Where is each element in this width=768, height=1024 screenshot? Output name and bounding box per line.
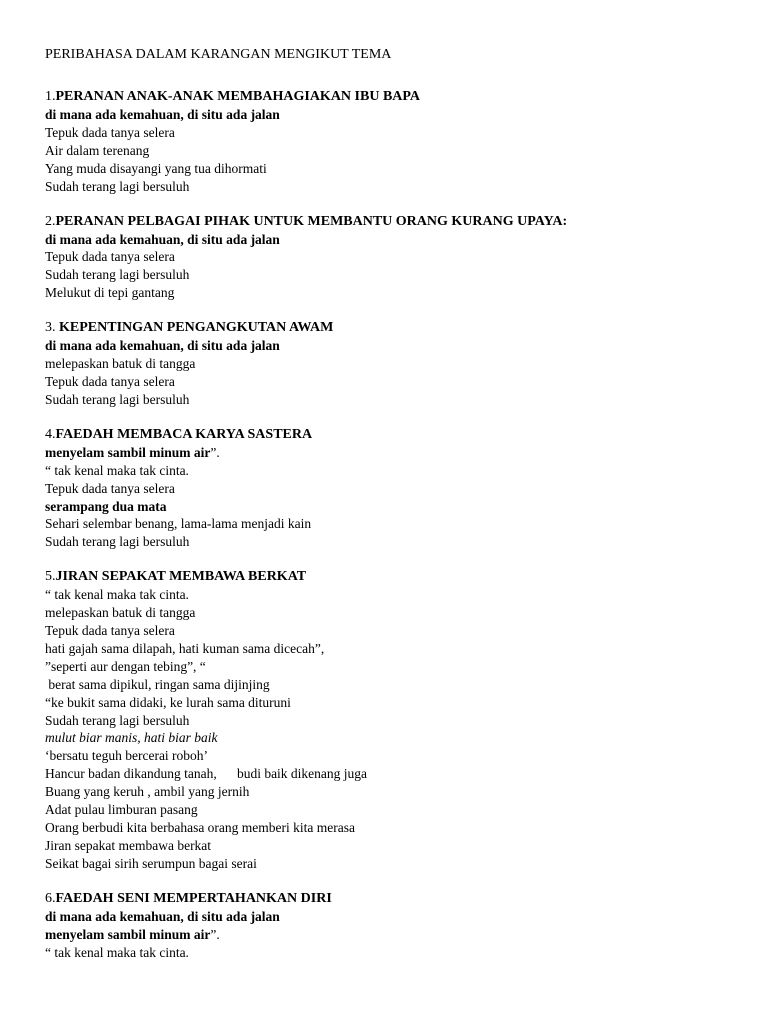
proverb-line [45,801,745,819]
proverb-section [45,213,745,303]
section-number: 5. [45,569,56,585]
proverb-text: menyelam sambil minum air [45,444,211,460]
proverb-text: Hancur badan dikandung tanah, budi baik dikenang juga [45,766,368,782]
proverb-line [45,248,745,266]
section-heading [45,426,745,444]
proverb-line [45,533,745,551]
proverb-line [45,926,745,944]
proverb-text: Sudah terang lagi bersuluh [45,712,190,728]
proverb-text: ”seperti aur dengan tebing”, “ [45,658,206,674]
proverb-line [45,944,745,962]
proverb-line [45,658,745,676]
proverb-line [45,231,745,249]
proverb-text: hati gajah sama dilapah, hati kuman sama dicecah”, [45,640,325,656]
section-heading-text: JIRAN SEPAKAT MEMBAWA BERKAT [55,569,307,585]
sections-container [45,88,745,961]
proverb-line [45,908,745,926]
proverb-line [45,284,745,302]
proverb-text: serampang dua mata [45,498,167,514]
proverb-text: di mana ada kemahuan, di situ ada jalan [45,908,280,924]
proverb-text: “ke bukit sama didaki, ke lurah sama dituruni [45,694,291,710]
proverb-line [45,676,745,694]
proverb-line [45,783,745,801]
proverb-text: Jiran sepakat membawa berkat [45,837,212,853]
proverb-line [45,444,745,462]
proverb-text: Tepuk dada tanya selera [45,124,175,140]
proverb-text: Yang muda disayangi yang tua dihormati [45,160,267,176]
proverb-text: Tepuk dada tanya selera [45,373,175,389]
proverb-line [45,622,745,640]
proverb-line [45,694,745,712]
section-heading [45,568,745,586]
proverb-line [45,337,745,355]
section-heading [45,890,745,908]
section-heading-text: PERANAN PELBAGAI PIHAK UNTUK MEMBANTU ORANG KURANG UPAYA: [55,213,568,229]
proverb-line [45,391,745,409]
proverb-line [45,160,745,178]
proverb-line [45,480,745,498]
section-heading-text: FAEDAH SENI MEMPERTAHANKAN DIRI [55,890,332,906]
proverb-text: melepaskan batuk di tangga [45,356,196,372]
proverb-line [45,373,745,391]
proverb-line [45,712,745,730]
proverb-text: Seikat bagai sirih serumpun bagai serai [45,855,257,871]
proverb-suffix: ”. [210,444,220,460]
proverb-line [45,462,745,480]
section-number: 6. [45,890,56,906]
proverb-section [45,319,745,409]
document-title: PERIBAHASA DALAM KARANGAN MENGIKUT TEMA [45,47,392,62]
proverb-section [45,88,745,196]
section-heading-text: KEPENTINGAN PENGANGKUTAN AWAM [55,320,334,336]
proverb-line [45,586,745,604]
proverb-text: Tepuk dada tanya selera [45,480,175,496]
document-page [45,46,745,978]
proverb-line [45,355,745,373]
proverb-section [45,426,745,551]
proverb-line [45,747,745,765]
proverb-text: “ tak kenal maka tak cinta. [45,462,189,478]
proverb-text: Sudah terang lagi bersuluh [45,267,190,283]
proverb-text: Air dalam terenang [45,142,150,158]
proverb-line [45,142,745,160]
proverb-text: Sudah terang lagi bersuluh [45,534,190,550]
proverb-text: Orang berbudi kita berbahasa orang memberi kita merasa [45,820,355,835]
proverb-text: “ tak kenal maka tak cinta. [45,587,189,603]
proverb-text: Adat pulau limburan pasang [45,802,198,818]
section-number: 4. [45,426,56,442]
section-number: 3. [45,320,56,336]
section-heading [45,319,745,337]
proverb-text: mulut biar manis, hati biar baik [45,730,218,746]
proverb-text: ‘bersatu teguh bercerai roboh’ [45,748,209,764]
proverb-suffix: ”. [210,926,220,942]
proverb-text: Sehari selembar benang, lama-lama menjadi kain [45,516,312,532]
proverb-text: Melukut di tepi gantang [45,285,175,301]
proverb-line [45,515,745,533]
section-heading-text: PERANAN ANAK-ANAK MEMBAHAGIAKAN IBU BAPA [55,89,421,104]
proverb-text: Sudah terang lagi bersuluh [45,178,190,194]
proverb-line [45,640,745,658]
proverb-line [45,855,745,873]
proverb-line [45,819,745,837]
section-number: 2. [45,213,56,229]
proverb-line [45,124,745,142]
proverb-text: di mana ada kemahuan, di situ ada jalan [45,107,280,122]
proverb-text: di mana ada kemahuan, di situ ada jalan [45,338,280,354]
proverb-line [45,106,745,124]
proverb-line [45,729,745,747]
proverb-text: “ tak kenal maka tak cinta. [45,944,189,960]
proverb-text: Tepuk dada tanya selera [45,623,175,639]
section-heading [45,88,745,106]
proverb-text: di mana ada kemahuan, di situ ada jalan [45,231,280,247]
proverb-text: Sudah terang lagi bersuluh [45,391,190,407]
proverb-text: berat sama dipikul, ringan sama dijinjing [45,676,270,692]
proverb-section [45,890,745,962]
proverb-line [45,178,745,196]
proverb-line [45,498,745,516]
section-heading [45,213,745,231]
proverb-line [45,837,745,855]
proverb-line [45,765,745,783]
proverb-section [45,568,745,873]
proverb-line [45,604,745,622]
proverb-text: Buang yang keruh , ambil yang jernih [45,784,250,800]
section-number: 1. [45,89,56,104]
proverb-line [45,266,745,284]
section-heading-text: FAEDAH MEMBACA KARYA SASTERA [55,426,313,442]
proverb-text: Tepuk dada tanya selera [45,249,175,265]
proverb-text: melepaskan batuk di tangga [45,605,196,621]
proverb-text: menyelam sambil minum air [45,926,211,942]
